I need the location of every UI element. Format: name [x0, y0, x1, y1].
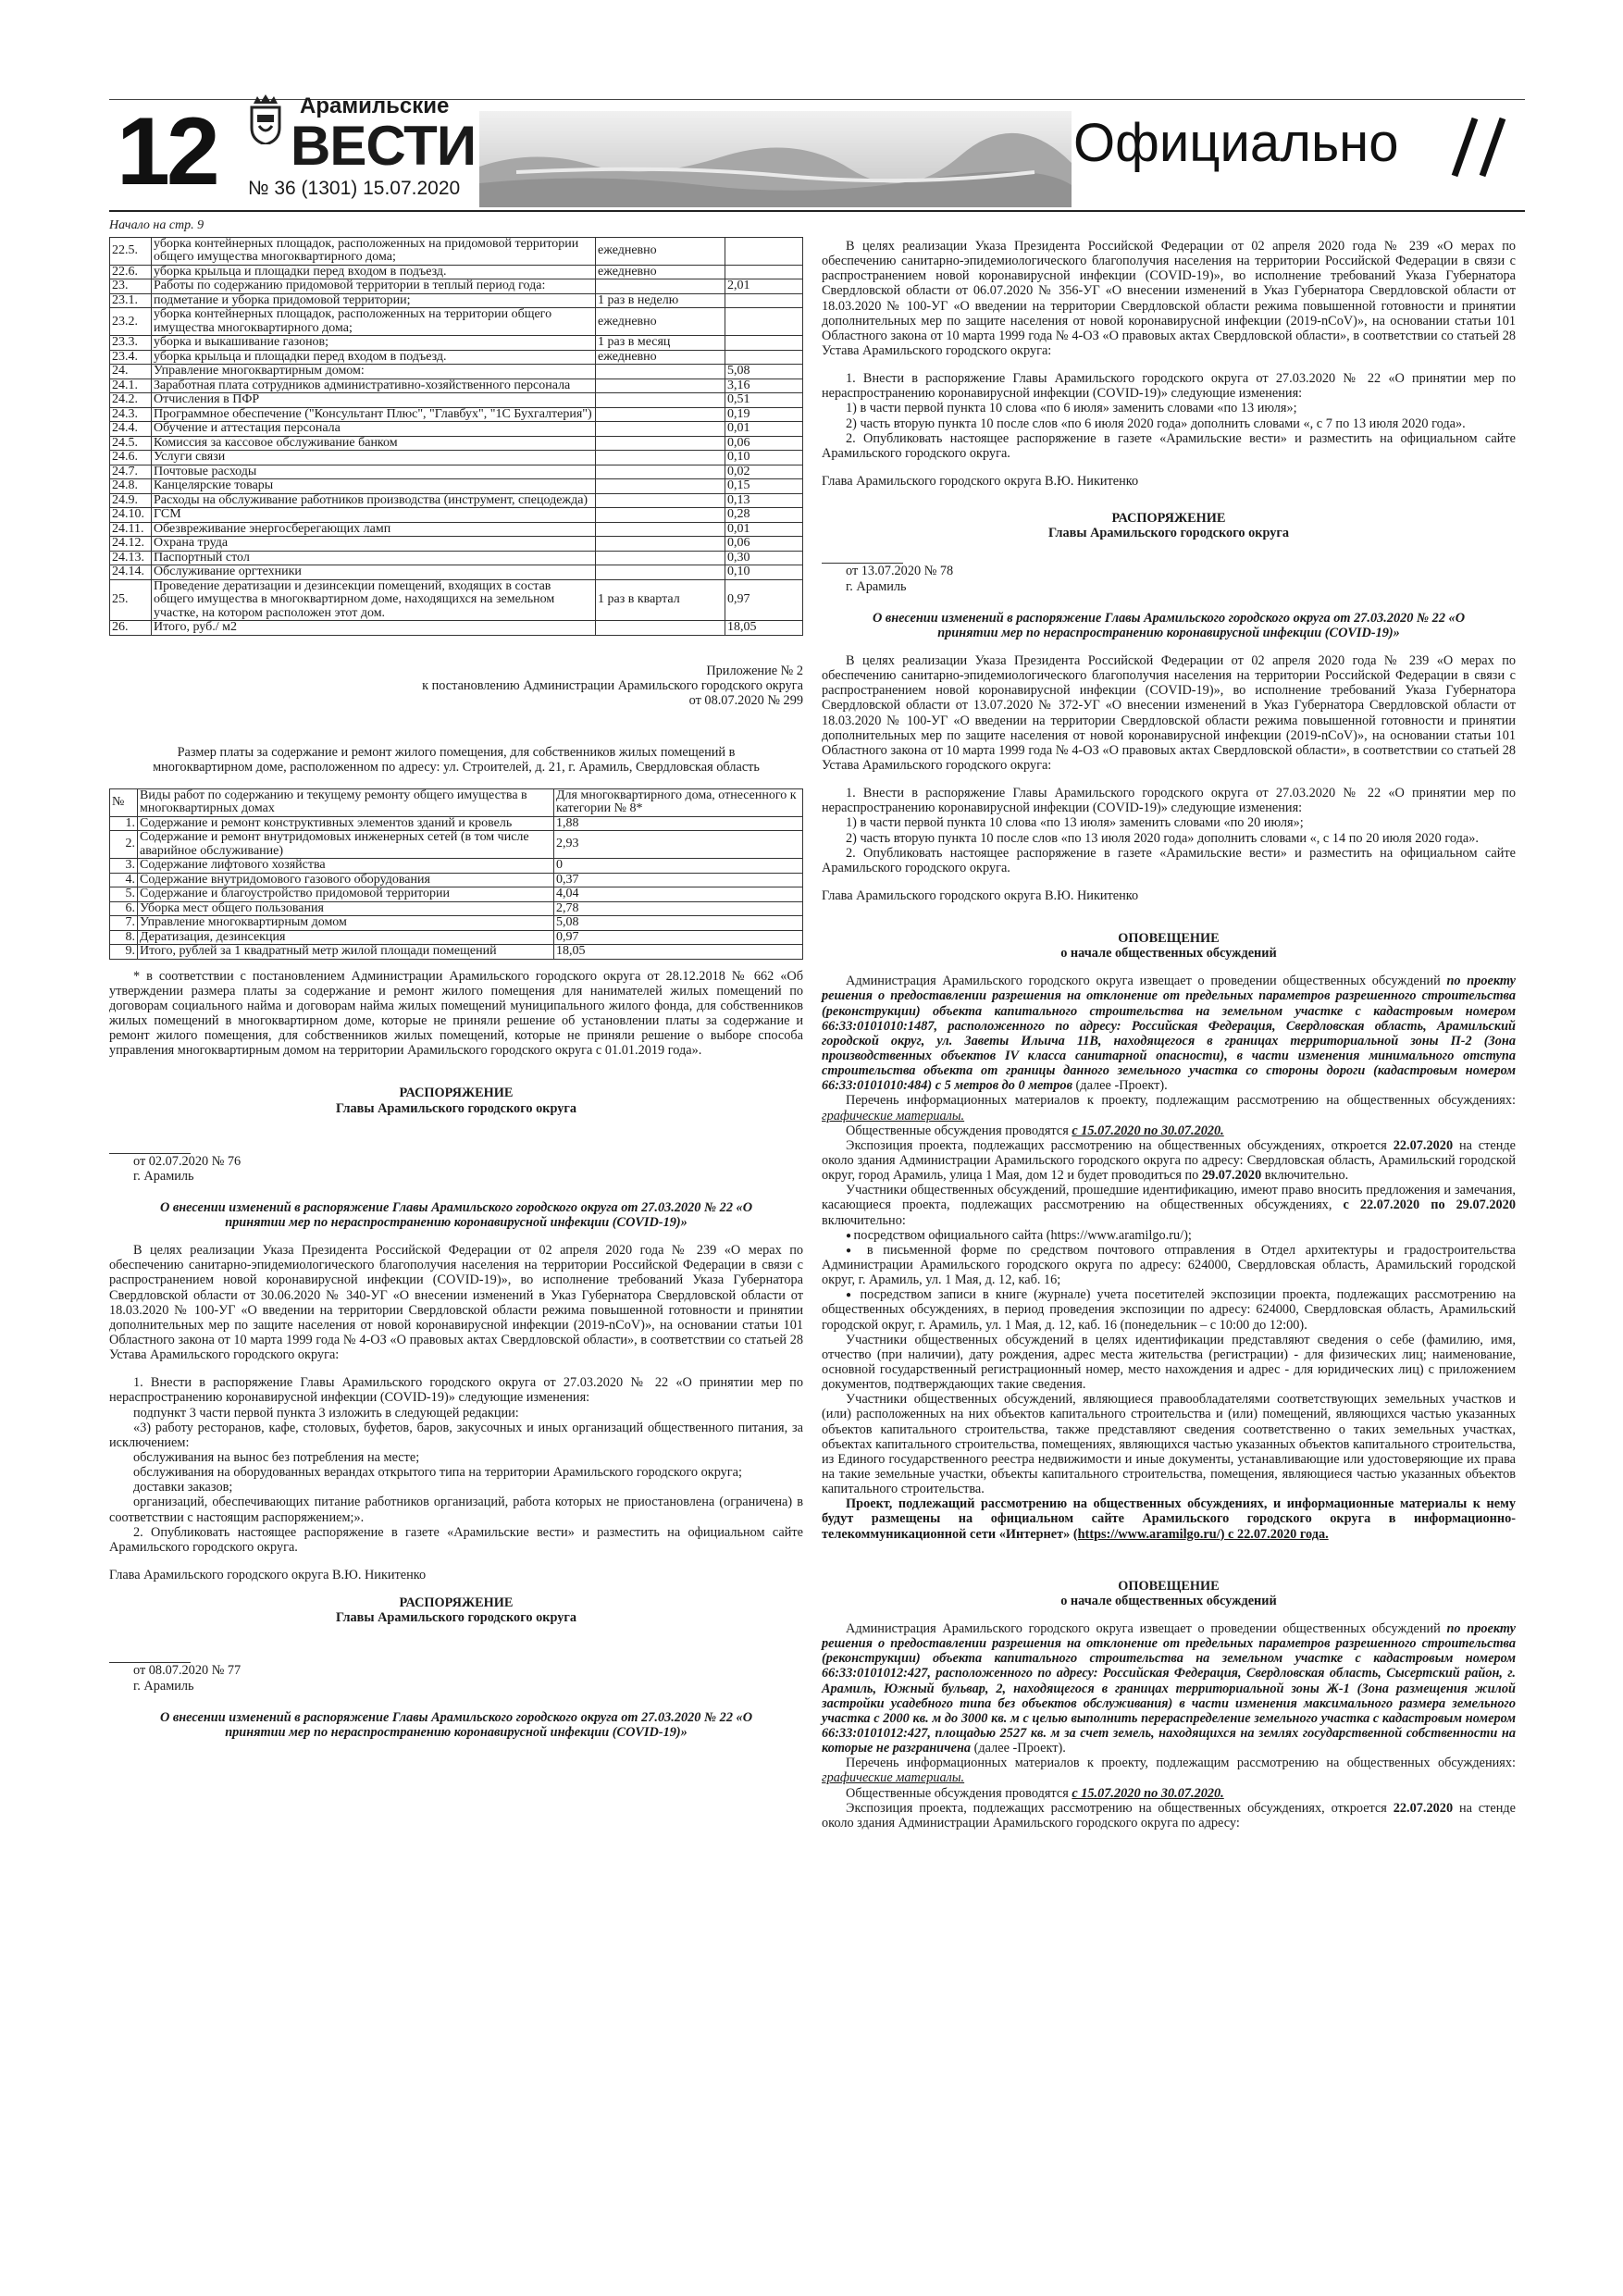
row-number: 26. — [110, 621, 152, 636]
work-name: Работы по содержанию придомовой территории в теплый период года: — [152, 279, 596, 294]
row-number: 22.5. — [110, 237, 152, 265]
frequency — [596, 422, 725, 437]
rasp-76-heading: РАСПОРЯЖЕНИЕ — [399, 1086, 514, 1101]
materials-link[interactable]: графические материалы. — [822, 1108, 965, 1123]
row-number: 23.1. — [110, 293, 152, 308]
work-name: Итого, рублей за 1 квадратный метр жилой площади помещений — [138, 945, 554, 960]
row-number: 23.2. — [110, 308, 152, 336]
table-row — [110, 579, 803, 621]
work-name: Содержание внутридомового газового оборудования — [138, 873, 554, 887]
row-number: 24.14. — [110, 565, 152, 580]
work-name: Содержание лифтового хозяйства — [138, 859, 554, 874]
rate: 0,02 — [725, 465, 803, 479]
work-name: Обучение и аттестация персонала — [152, 422, 596, 437]
row-number: 24.5. — [110, 436, 152, 451]
notice-2-exposition: Экспозиция проекта, подлежащих рассмотрению на общественных обсуждениях, откроется 22.07.2020 на стенде около здания Администрации Арамильского городского округа по адресу: — [822, 1800, 1517, 1831]
rate: 5,08 — [554, 916, 803, 931]
work-name: уборка контейнерных площадок, расположенных на придомовой территории общего имущества многоквартирного дома; — [152, 237, 596, 265]
work-name: Паспортный стол — [152, 551, 596, 565]
r76-title: О внесении изменений в распоряжение Главы Арамильского городского округа от 27.03.2020 № 22 «О принятии мер по нераспространению коронавирусной инфекции (COVID-19)» — [159, 1199, 753, 1231]
frequency — [596, 393, 725, 408]
notice-1-period: Общественные обсуждения проводятся с 15.07.2020 по 30.07.2020. — [846, 1123, 1224, 1138]
table-row — [110, 551, 803, 565]
work-name: Почтовые расходы — [152, 465, 596, 479]
continued-note: Начало на стр. 9 — [109, 218, 204, 232]
table-row — [110, 916, 803, 931]
rate: 0,37 — [554, 873, 803, 887]
rate: 0,10 — [725, 451, 803, 465]
table-row — [110, 237, 803, 265]
notice-1-materials: Перечень информационных материалов к проекту, подлежащим рассмотрению на общественных обсуждениях: графические материалы. — [822, 1093, 1516, 1123]
r76-city: г. Арамиль — [133, 1168, 194, 1184]
r78-item-4: 2. Опубликовать настоящее распоряжение в газете «Арамильские вести» и разместить на официальном сайте Арамильского городского округа. — [822, 845, 1516, 875]
row-number: 24.1. — [110, 379, 152, 393]
row-number: 24.4. — [110, 422, 152, 437]
table-row — [110, 873, 803, 887]
frequency — [596, 493, 725, 508]
section-title: Официально — [1073, 113, 1399, 173]
rate: 0,06 — [725, 537, 803, 552]
notice-2-materials: Перечень информационных материалов к проекту, подлежащим рассмотрению на общественных обсуждениях: графические материалы. — [822, 1756, 1516, 1786]
appendix-number: Приложение № 2 — [706, 663, 803, 678]
r76-item-5: обслуживания на оборудованных верандах открытого типа на территории Арамильского городского округа; — [133, 1465, 742, 1481]
rate: 2,78 — [554, 901, 803, 916]
appendix-decree: к постановлению Администрации Арамильского городского округа — [422, 677, 803, 693]
work-name: уборка контейнерных площадок, расположенных на территории общего имущества многоквартирного дома; — [152, 308, 596, 336]
table-row — [110, 465, 803, 479]
table-row — [110, 816, 803, 831]
row-number: 4. — [110, 873, 138, 887]
rate: 18,05 — [725, 621, 803, 636]
row-number: 9. — [110, 945, 138, 960]
frequency — [596, 279, 725, 294]
col-header-works: Виды работ по содержанию и текущему ремонту общего имущества в многоквартирных домах — [138, 788, 554, 816]
notice-1-bullet-2: ● в письменной форме по средством почтового отправления в Отдел архитектуры и градостроительства Администрации Арамильского городского округа по адресу: 624000, Свердловская область, Арамильский городской округ, г. Арамиль, ул. 1 Мая, д. 12, каб. 16; — [822, 1243, 1516, 1287]
row-number: 24.7. — [110, 465, 152, 479]
table-row — [110, 945, 803, 960]
rate: 0,28 — [725, 508, 803, 523]
r76-item-1: 1. Внести в распоряжение Главы Арамильского городского округа от 27.03.2020 № 22 «О принятии мер по нераспространению коронавирусной инфекции (COVID-19)» следующие изменения: — [109, 1375, 803, 1406]
rate: 0,97 — [554, 930, 803, 945]
work-name: Услуги связи — [152, 451, 596, 465]
rate: 0,19 — [725, 407, 803, 422]
row-number: 24.11. — [110, 522, 152, 537]
rate: 0,01 — [725, 422, 803, 437]
row-number: 23.4. — [110, 350, 152, 365]
rate: 0,30 — [725, 551, 803, 565]
rasp-77-subheading: Главы Арамильского городского округа — [335, 1610, 577, 1626]
rate: 5,08 — [725, 365, 803, 379]
notice-1-heading: ОПОВЕЩЕНИЕ — [1118, 931, 1220, 947]
row-number: 3. — [110, 859, 138, 874]
table-row — [110, 537, 803, 552]
work-name: Дератизация, дезинсекция — [138, 930, 554, 945]
site-link[interactable]: (https://www.aramilgo.ru/) с 22.07.2020 года. — [1072, 1526, 1329, 1542]
frequency: ежедневно — [596, 350, 725, 365]
table-row — [110, 293, 803, 308]
notice-2-intro: Администрация Арамильского городского округа извещает о проведении общественных обсуждений по проекту решения о предоставлении разрешения на отклонение от предельных параметров разрешенного строительства (реконструкции) объекта капитального строительства на земельном участке с кадастровым номером 66:33:0101012:427, расположенного по адресу: Российская Федерация, Свердловская область, Сысертский район, г. Арамиль, Южный бульвар, 2, находящегося в границах территориальной зоны Ж-1 (Зона размещения жилой застройки усадебного типа без объектов обслуживания) в части изменения максимального размера земельного участка с 2000 кв. м до 3000 кв. м с целью выполнить перераспределение земельного участка с кадастровым номером 66:33:0101012:427, площадью 2527 кв. м за счет земель, находящихся на землях государственной собственности на которые не разграничена (далее -Проект). — [822, 1620, 1517, 1756]
rate: 0,15 — [725, 479, 803, 494]
table-header-row — [110, 788, 803, 816]
row-number: 24.13. — [110, 551, 152, 565]
work-name: Охрана труда — [152, 537, 596, 552]
r76-item-2: подпункт 3 части первой пункта 3 изложить в следующей редакции: — [133, 1405, 519, 1421]
work-name: ГСМ — [152, 508, 596, 523]
work-name: Обслуживание оргтехники — [152, 565, 596, 580]
frequency: 1 раз в месяц — [596, 336, 725, 351]
frequency — [596, 379, 725, 393]
table-row — [110, 379, 803, 393]
row-number: 24.6. — [110, 451, 152, 465]
frequency: ежедневно — [596, 308, 725, 336]
work-name: Заработная плата сотрудников административно-хозяйственного персонала — [152, 379, 596, 393]
appendix-date: от 08.07.2020 № 299 — [688, 693, 803, 709]
work-name: Содержание и ремонт внутридомовых инженерных сетей (в том числе аварийное обслуживание) — [138, 831, 554, 859]
table-row — [110, 436, 803, 451]
rate — [725, 293, 803, 308]
r76-item-3: «3) работу ресторанов, кафе, столовых, буфетов, баров, закусочных и иных организаций общественного питания, за исключением: — [109, 1420, 803, 1450]
tariff-table — [109, 237, 803, 636]
rate: 0,10 — [725, 565, 803, 580]
r78-item-2: 1) в части первой пункта 10 слова «по 13 июля» заменить словами «по 20 июля»; — [846, 815, 1304, 831]
frequency — [596, 551, 725, 565]
notice-1-bullet-1: ● посредством официального сайта (https://www.aramilgo.ru/); — [822, 1228, 1516, 1243]
table-row — [110, 508, 803, 523]
rate — [725, 350, 803, 365]
work-name: уборка крыльца и площадки перед входом в подъезд. — [152, 350, 596, 365]
crest-icon — [248, 94, 283, 144]
r76-item-7: организаций, обеспечивающих питание работников организаций, работа которых не приостановлена (ограничена) в соответствии с настоящим распоряжением;». — [109, 1495, 803, 1525]
notice-1-exposition: Экспозиция проекта, подлежащих рассмотрению на общественных обсуждениях, откроется 22.07.2020 на стенде около здания Администрации Арамильского городского округа по адресу: Свердловская область, Арамильский городской округ, город Арамиль, улица 1 Мая, дом 12 и будет проводиться по 29.07.2020 включительно. — [822, 1137, 1517, 1184]
r77-item-1: 1. Внести в распоряжение Главы Арамильского городского округа от 27.03.2020 № 22 «О принятии мер по нераспространению коронавирусной инфекции (COVID-19)» следующие изменения: — [822, 371, 1516, 402]
r76-signature: Глава Арамильского городского округа В.Ю. Никитенко — [109, 1568, 427, 1583]
work-name: Содержание и ремонт конструктивных элементов зданий и кровель — [138, 816, 554, 831]
page-number: 12 — [117, 98, 217, 205]
r77-city: г. Арамиль — [133, 1678, 194, 1694]
work-name: Уборка мест общего пользования — [138, 901, 554, 916]
col-header-num: № — [110, 788, 138, 816]
frequency — [596, 508, 725, 523]
fee-table — [109, 788, 803, 960]
row-number: 24.2. — [110, 393, 152, 408]
rate: 0,13 — [725, 493, 803, 508]
table-row — [110, 451, 803, 465]
row-number: 23.3. — [110, 336, 152, 351]
table-row — [110, 407, 803, 422]
row-number: 22.6. — [110, 265, 152, 279]
table-row — [110, 901, 803, 916]
masthead — [109, 91, 1525, 209]
row-number: 25. — [110, 579, 152, 621]
frequency — [596, 465, 725, 479]
work-name: Обезвреживание энергосберегающих ламп — [152, 522, 596, 537]
rate: 0,06 — [725, 436, 803, 451]
notice-2-period: Общественные обсуждения проводятся с 15.07.2020 по 30.07.2020. — [846, 1785, 1224, 1801]
landscape-photo — [479, 111, 1072, 207]
table-row — [110, 887, 803, 902]
work-name: подметание и уборка придомовой территории; — [152, 293, 596, 308]
r77-date: от 08.07.2020 № 77 — [133, 1663, 242, 1679]
rate — [725, 237, 803, 265]
r77-item-2: 1) в части первой пункта 10 слова «по 6 июля» заменить словами «по 13 июля»; — [846, 401, 1297, 416]
work-name: Комиссия за кассовое обслуживание банком — [152, 436, 596, 451]
r76-item-8: 2. Опубликовать настоящее распоряжение в газете «Арамильские вести» и разместить на официальном сайте Арамильского городского округа. — [109, 1524, 803, 1555]
col-header-rate: Для многоквартирного дома, отнесенного к категории № 8* — [554, 788, 803, 816]
table-row — [110, 930, 803, 945]
r77-item-4: 2. Опубликовать настоящее распоряжение в газете «Арамильские вести» и разместить на официальном сайте Арамильского городского округа. — [822, 430, 1516, 461]
rate: 2,93 — [554, 831, 803, 859]
materials-link[interactable]: графические материалы. — [822, 1770, 965, 1786]
work-name: уборка крыльца и площадки перед входом в подъезд. — [152, 265, 596, 279]
rate — [725, 265, 803, 279]
frequency — [596, 621, 725, 636]
row-number: 24.3. — [110, 407, 152, 422]
rate: 18,05 — [554, 945, 803, 960]
frequency — [596, 365, 725, 379]
work-name: Канцелярские товары — [152, 479, 596, 494]
table-row — [110, 265, 803, 279]
left-column — [109, 218, 803, 1740]
rate: 1,88 — [554, 816, 803, 831]
r76-item-6: доставки заказов; — [133, 1480, 233, 1496]
frequency: 1 раз в квартал — [596, 579, 725, 621]
r76-preamble: В целях реализации Указа Президента Российской Федерации от 02 апреля 2020 года № 239 «О мерах по обеспечению санитарно-эпидемиологического благополучия населения на территории Российской Федерации в связи с распространением новой коронавирусной инфекции (COVID-19)», во исполнение требований Указа Губернатора Свердловской области от 30.06.2020 № 340-УГ «О внесении изменений в Указ Губернатора Свердловской области от 18.03.2020 № 100-УГ «О введении на территории Свердловской области режима повышенной готовности и принятии дополнительных мер по защите населения от новой коронавирусной инфекции (2019-nCoV)», на основании статьи 101 Областного закона от 10 марта 1999 года № 4-ОЗ «О правовых актах Свердловской области», в соответствии со статьей 28 Устава Арамильского городского округа: — [109, 1243, 803, 1363]
rate: 0,51 — [725, 393, 803, 408]
table-row — [110, 422, 803, 437]
rate: 0,01 — [725, 522, 803, 537]
footnote: * в соответствии с постановлением Администрации Арамильского городского округа от 28.12.2018 № 662 «Об утверждении размера платы за содержание и ремонт жилого помещения для нанимателей жилых помещений по договорам социального найма и договорам найма жилых помещений муниципального жилого фонда, для собственников жилых помещений в многоквартирном доме, которые не приняли решение об установлении платы за содержание и ремонт жилого помещения, для собственников жилых помещений, которые не приняли решение о выборе способа управления многоквартирным домом на территории Арамильского городского округа с 01.01.2019 года». — [109, 968, 803, 1059]
work-name: Управление многоквартирным домом — [138, 916, 554, 931]
row-number: 23. — [110, 279, 152, 294]
r76-date: от 02.07.2020 № 76 — [133, 1153, 242, 1169]
row-number: 24.9. — [110, 493, 152, 508]
frequency — [596, 451, 725, 465]
notice-1-participants: Участники общественных обсуждений, прошедшие идентификацию, имеют право вносить предложения и замечания, касающиеся проекта, подлежащих рассмотрению на общественных обсуждениях, с 22.07.2020 по 29.07.2020 включительно: — [822, 1183, 1516, 1228]
table-row — [110, 336, 803, 351]
table-row — [110, 308, 803, 336]
rate: 2,01 — [725, 279, 803, 294]
row-number: 7. — [110, 916, 138, 931]
r78-item-3: 2) часть вторую пункта 10 после слов «по 13 июля 2020 года» дополнить словами «, с 14 по 20 июля 2020 года». — [846, 830, 1479, 846]
rate: 0 — [554, 859, 803, 874]
rasp-77-heading: РАСПОРЯЖЕНИЕ — [399, 1595, 514, 1611]
r78-title: О внесении изменений в распоряжение Главы Арамильского городского округа от 27.03.2020 № 22 «О принятии мер по нераспространению коронавирусной инфекции (COVID-19)» — [872, 610, 1466, 640]
row-number: 24.10. — [110, 508, 152, 523]
brand-line-1: Арамильские — [300, 93, 450, 118]
rate: 0,97 — [725, 579, 803, 621]
r77-preamble: В целях реализации Указа Президента Российской Федерации от 02 апреля 2020 года № 239 «О мерах по обеспечению санитарно-эпидемиологического благополучия населения на территории Российской Федерации в связи с распространением новой коронавирусной инфекции (COVID-19)», во исполнение требований Указа Губернатора Свердловской области от 06.07.2020 № 356-УГ «О внесении изменений в Указ Губернатора Свердловской области от 18.03.2020 № 100-УГ «О введении на территории Свердловской области режима повышенной готовности и принятии дополнительных мер по защите населения от новой коронавирусной инфекции (2019-nCoV)», на основании статьи 101 Областного закона от 10 марта 1999 года № 4-ОЗ «О правовых актах Свердловской области», в соответствии со статьей 28 Устава Арамильского городского округа: — [822, 239, 1516, 358]
row-number: 1. — [110, 816, 138, 831]
r78-date: от 13.07.2020 № 78 — [846, 564, 954, 579]
work-name: Управление многоквартирным домом: — [152, 365, 596, 379]
table-row — [110, 522, 803, 537]
rasp-78-subheading: Главы Арамильского городского округа — [1047, 526, 1290, 541]
notice-1-intro: Администрация Арамильского городского округа извещает о проведении общественных обсуждений по проекту решения о предоставлении разрешения на отклонение от предельных параметров разрешенного строительства (реконструкции) объекта капитального строительства на земельном участке с кадастровым номером 66:33:0101010:1487, расположенного по адресу: Российская Федерация, Свердловская область, Арамильский городской округ, ул. Заветы Ильича 11В, находящегося в границах территориальной зоны П-2 (Зона производственных объектов IV класса санитарной опасности), в части изменения минимального отступа строительства объекта от границы данного земельного участка со стороны дороги (кадастровым номером 66:33:0101010:484) с 5 метров до 0 метров (далее -Проект). — [822, 974, 1517, 1094]
row-number: 2. — [110, 831, 138, 859]
r78-item-1: 1. Внести в распоряжение Главы Арамильского городского округа от 27.03.2020 № 22 «О принятии мер по нераспространению коронавирусной инфекции (COVID-19)» следующие изменения: — [822, 786, 1516, 816]
table-row — [110, 831, 803, 859]
r77-title: О внесении изменений в распоряжение Главы Арамильского городского округа от 27.03.2020 № 22 «О принятии мер по нераспространению коронавирусной инфекции (COVID-19)» — [159, 1709, 753, 1740]
brand-line-2: ВЕСТИ — [291, 115, 476, 177]
frequency — [596, 436, 725, 451]
r76-item-4: обслуживания на вынос без потребления на месте; — [133, 1450, 420, 1466]
row-number: 24.8. — [110, 479, 152, 494]
work-name: Программное обеспечение ("Консультант Плюс", "Главбух", "1С Бухгалтерия") — [152, 407, 596, 422]
frequency — [596, 565, 725, 580]
rate — [725, 336, 803, 351]
row-number: 24.12. — [110, 537, 152, 552]
table-row — [110, 479, 803, 494]
frequency — [596, 479, 725, 494]
frequency — [596, 407, 725, 422]
table-row — [110, 393, 803, 408]
work-name: Содержание и благоустройство придомовой территории — [138, 887, 554, 902]
double-slash-icon — [1449, 115, 1523, 180]
table-row — [110, 565, 803, 580]
rasp-76-subheading: Главы Арамильского городского округа — [335, 1100, 577, 1116]
notice-1-final: Проект, подлежащий рассмотрению на общественных обсуждениях, и информационные материалы к нему будут размещены на официальном сайте Арамильского городского округа в информационно-телекоммуникационной сети «Интернет» (https://www.aramilgo.ru/) с 22.07.2020 года. — [822, 1496, 1516, 1542]
work-name: Отчисления в ПФР — [152, 393, 596, 408]
notice-1-identification: Участники общественных обсуждений в целях идентификации представляют сведения о себе (фамилию, имя, отчество (при наличии), дату рождения, адрес места жительства (регистрации) - для физических лиц; наименование, основной государственный регистрационный номер, место нахождения и адрес - для юридических лиц) с приложением документов, подтверждающих такие сведения. — [822, 1332, 1516, 1393]
row-number: 8. — [110, 930, 138, 945]
rate — [725, 308, 803, 336]
table-row — [110, 859, 803, 874]
table-row — [110, 365, 803, 379]
frequency — [596, 522, 725, 537]
rasp-78-heading: РАСПОРЯЖЕНИЕ — [1111, 511, 1226, 527]
r77-signature: Глава Арамильского городского округа В.Ю. Никитенко — [822, 473, 1139, 489]
work-name: уборка и выкашивание газонов; — [152, 336, 596, 351]
notice-1-rights: Участники общественных обсуждений, являющиеся правообладателями соответствующих земельных участков и (или) расположенных на них объектов капитального строительства и (или) помещений, являющихся частью указанных объектов капитального строительства, также представляют сведения соответственно о таких земельных участках, объектах капитального строительства, помещениях, являющихся частью указанных объектов капитального строительства, из Единого государственного реестра недвижимости и иные документы, устанавливающие или удостоверяющие их права на такие земельные участки, объекты капитального строительства, помещения, являющиеся частью указанных объектов капитального строительства. — [822, 1392, 1516, 1497]
frequency: ежедневно — [596, 237, 725, 265]
table-row — [110, 350, 803, 365]
notice-2-subheading: о начале общественных обсуждений — [1060, 1593, 1277, 1608]
table2-title: Размер платы за содержание и ремонт жилого помещения, для собственников жилых помещений в многоквартирном доме, расположенном по адресу: ул. Строителей, д. 21, г. Арамиль, Свердловская область — [153, 745, 760, 776]
work-name: Итого, руб./ м2 — [152, 621, 596, 636]
frequency — [596, 537, 725, 552]
r77-item-3: 2) часть вторую пункта 10 после слов «по 6 июля 2020 года» дополнить словами «, с 7 по 13 июля 2020 года». — [846, 416, 1466, 431]
notice-1-bullet-3: ● посредством записи в книге (журнале) учета посетителей экспозиции проекта, подлежащих рассмотрению на общественных обсуждениях, в период проведения экспозиции по адресу: 624000, Свердловская область, Арамильский городской округ, г. Арамиль, ул. 1 Мая, д. 12, каб. 16 (понедельник – с 10:00 до 12:00). — [822, 1287, 1516, 1332]
table-row — [110, 279, 803, 294]
frequency: ежедневно — [596, 265, 725, 279]
r78-signature: Глава Арамильского городского округа В.Ю. Никитенко — [822, 887, 1139, 903]
right-column — [822, 239, 1516, 1831]
r78-city: г. Арамиль — [846, 578, 907, 594]
notice-1-subheading: о начале общественных обсуждений — [1060, 946, 1277, 962]
work-name: Расходы на обслуживание работников производства (инструмент, спецодежда) — [152, 493, 596, 508]
table-row — [110, 493, 803, 508]
row-number: 6. — [110, 901, 138, 916]
issue-number: № 36 (1301) 15.07.2020 — [248, 178, 461, 199]
r78-preamble: В целях реализации Указа Президента Российской Федерации от 02 апреля 2020 года № 239 «О мерах по обеспечению санитарно-эпидемиологического благополучия населения на территории Российской Федерации в связи с распространением новой коронавирусной инфекции (COVID-19)», во исполнение требований Указа Губернатора Свердловской области от 13.07.2020 № 372-УГ «О внесении изменений в Указ Губернатора Свердловской области от 18.03.2020 № 100-УГ «О введении на территории Свердловской области режима повышенной готовности и принятии дополнительных мер по защите населения от новой коронавирусной инфекции (2019-nCoV)», на основании статьи 101 Областного закона от 10 марта 1999 года № 4-ОЗ «О правовых актах Свердловской области», в соответствии со статьей 28 Устава Арамильского городского округа: — [822, 652, 1516, 773]
rate: 3,16 — [725, 379, 803, 393]
frequency: 1 раз в неделю — [596, 293, 725, 308]
table-row — [110, 621, 803, 636]
row-number: 5. — [110, 887, 138, 902]
notice-2-heading: ОПОВЕЩЕНИЕ — [1118, 1578, 1220, 1594]
rate: 4,04 — [554, 887, 803, 902]
work-name: Проведение дератизации и дезинсекции помещений, входящих в состав общего имущества в многоквартирном доме, находящихся на земельном участке, на котором расположен этот дом. — [152, 579, 596, 621]
row-number: 24. — [110, 365, 152, 379]
